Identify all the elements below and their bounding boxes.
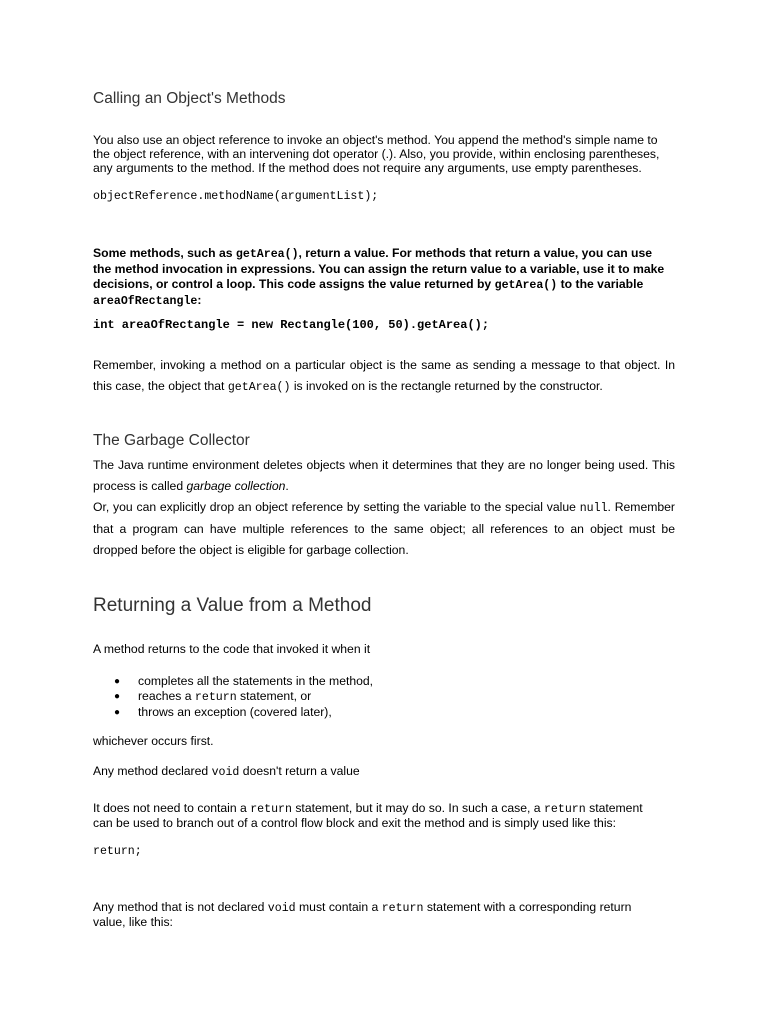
bullet-icon: ●: [114, 707, 121, 719]
paragraph-return-value-bold: Some methods, such as getArea(), return a value. For methods that return a value, you can use the method invocation in expressions. You can assign the return value to a variable, use it to make decisions, or control a loop. This code assigns the value returned by getArea() to the variable areaOfRectangle:: [93, 246, 665, 309]
return-conditions-list: [93, 674, 653, 721]
code-return-statement: return;: [93, 845, 142, 858]
inline-code-getarea: getArea(): [494, 278, 558, 292]
paragraph-garbage-collection: The Java runtime environment deletes objects when it determines that they are no longer being used. This process is called garbage collection. Or, you can explicitly drop an object reference by setting the variable to the special value null. Remember that a program can have multiple references to the same object; all references to an object must be dropped before the object is eligible for garbage collection.: [93, 458, 675, 558]
section-heading-garbage-collector: The Garbage Collector: [93, 432, 250, 449]
paragraph-return-statement: It does not need to contain a return statement, but it may do so. In such a case, a return statement can be used to branch out of a control flow block and exit the method and is simply used like this:: [93, 801, 643, 830]
inline-code-return: return: [543, 803, 586, 816]
inline-code-return: return: [250, 803, 292, 816]
section-heading-calling-methods: Calling an Object's Methods: [93, 90, 286, 107]
list-item: ● completes all the statements in the method,: [114, 674, 374, 688]
list-item: ● reaches a return statement, or: [114, 689, 312, 705]
bullet-icon: ●: [114, 691, 121, 703]
paragraph-remember-message: Remember, invoking a method on a particular object is the same as sending a message to that object. In this case, the object that getArea() is invoked on is the rectangle returned by the constructor.: [93, 358, 675, 394]
code-area-assignment: int areaOfRectangle = new Rectangle(100, 50).getArea();: [93, 318, 490, 332]
paragraph-method-returns-intro: A method returns to the code that invoked it when it: [93, 642, 371, 656]
section-heading-returning-value: Returning a Value from a Method: [93, 595, 372, 616]
code-method-call-syntax: objectReference.methodName(argumentList);: [93, 190, 379, 203]
paragraph-void-method: Any method declared void doesn't return a value: [93, 764, 360, 779]
list-item: ● throws an exception (covered later),: [114, 705, 332, 720]
paragraph-method-invocation: You also use an object reference to invoke an object's method. You append the method's simple name to the object reference, with an intervening dot operator (.). Also, you provide, within enclosing parentheses, any arguments to the method. If the method does not require any arguments, use empty parentheses.: [93, 133, 660, 175]
inline-code-areaofrectangle: areaOfRectangle: [93, 295, 198, 309]
inline-code-void: void: [211, 766, 240, 779]
inline-code-null: null: [579, 501, 608, 515]
bullet-icon: ●: [114, 676, 121, 687]
paragraph-non-void-method: Any method that is not declared void must contain a return statement with a corresponding return value, like this:: [93, 900, 632, 929]
inline-code-return: return: [194, 691, 237, 705]
inline-code-getarea: getArea(): [235, 248, 299, 261]
inline-code-return: return: [381, 902, 424, 915]
paragraph-whichever-first: whichever occurs first.: [93, 734, 214, 748]
emphasis-garbage-collection: garbage collection: [186, 478, 286, 493]
inline-code-void: void: [267, 902, 296, 915]
inline-code-getarea: getArea(): [227, 380, 291, 394]
